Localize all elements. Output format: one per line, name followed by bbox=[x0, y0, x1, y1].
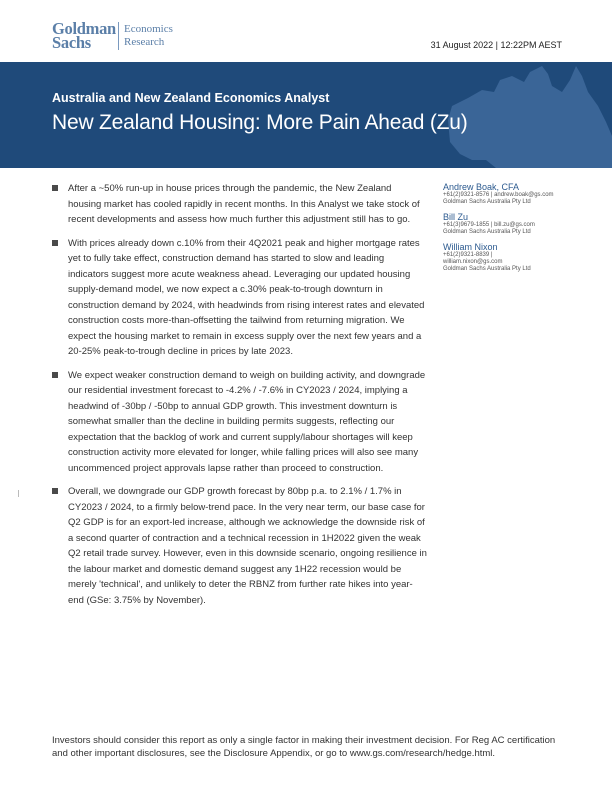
bullet-text: With prices already down c.10% from their 4Q2021 peak and higher mortgage rates yet to fully take effect, construction demand has started to slow and leading indicators suggest more acute weakness ahead. Leveraging our updated housing supply-demand model, we now expect a c.30% peak-to-trough downturn in construction demand by 2024, with headwinds from rising interest rates and elevated construction costs more-than-offsetting the tailwind from returning migration. We expect the housing market to remain in excess supply over the next few years and a 20-25% peak-to-trough decline in prices by late 2023. bbox=[68, 237, 425, 357]
logo-divider bbox=[118, 22, 119, 50]
author-name: Andrew Boak, CFA bbox=[443, 182, 520, 192]
logo-line-1: Goldman bbox=[52, 19, 116, 38]
author-contact: +61(3)9679-1855 | bill.zu@gs.com bbox=[443, 222, 535, 228]
author-list bbox=[443, 182, 583, 279]
author-company: Goldman Sachs Australia Pty Ltd bbox=[443, 199, 531, 205]
title-banner bbox=[0, 62, 612, 168]
author-name: William Nixon bbox=[443, 242, 498, 252]
bullet-square-icon bbox=[52, 488, 58, 494]
author-email: william.nixon@gs.com bbox=[443, 259, 503, 265]
bullet-square-icon bbox=[52, 372, 58, 378]
series-name: Australia and New Zealand Economics Analyst bbox=[52, 91, 330, 105]
report-header bbox=[0, 0, 612, 60]
bullet-square-icon bbox=[52, 240, 58, 246]
author-company: Goldman Sachs Australia Pty Ltd bbox=[443, 266, 531, 272]
author-name: Bill Zu bbox=[443, 212, 469, 222]
division-name bbox=[124, 23, 173, 48]
author-card bbox=[443, 242, 583, 273]
summary-bullets bbox=[52, 181, 427, 616]
bullet-text: After a ~50% run-up in house prices through the pandemic, the New Zealand housing market has cooled rapidly in recent months. In this Analyst we take stock of recent developments and assess how much further this adjustment still has to go. bbox=[68, 183, 420, 225]
australia-map-shape bbox=[448, 66, 612, 168]
author-card bbox=[443, 212, 583, 236]
logo-line-2: Sachs bbox=[52, 32, 91, 52]
author-phone: +61(2)9321-8839 | bbox=[443, 252, 493, 258]
division-line-1: Economics bbox=[124, 23, 173, 35]
division-line-2: Research bbox=[124, 35, 165, 48]
disclosure-footer: Investors should consider this report as only a single factor in making their investment decision. For Reg AC certification and other important disclosures, see the Disclosure Appendix, or go to www.gs.com/research/hedge.html. bbox=[52, 735, 556, 759]
author-contact: +61(2)9321-8576 | andrew.boak@gs.com bbox=[443, 192, 554, 198]
bullet-text: We expect weaker construction demand to weigh on building activity, and downgrade our residential investment forecast to -4.2% / -7.6% in CY2023 / 2024, implying a headwind of -30bp / -50bp to annual GDP growth. This investment downturn is somewhat smaller than the decline in building permits suggests, reflecting our expectation that the backlog of work and current supply/labour shortages will keep construction activity more elevated for longer, while falling prices will also see many uncommenced project approvals lapse rather than proceed to construction. bbox=[68, 369, 426, 474]
goldman-sachs-logo bbox=[52, 19, 122, 52]
bullet-item bbox=[52, 368, 427, 477]
bullet-item bbox=[52, 181, 427, 228]
bullet-square-icon bbox=[52, 185, 58, 191]
report-title: New Zealand Housing: More Pain Ahead (Zu) bbox=[52, 111, 468, 134]
author-card bbox=[443, 182, 583, 206]
report-date: 31 August 2022 | 12:22PM AEST bbox=[430, 40, 562, 50]
bullet-item bbox=[52, 484, 427, 608]
bullet-text: Overall, we downgrade our GDP growth forecast by 80bp p.a. to 2.1% / 1.7% in CY2023 / 2024, to a firmly below-trend pace. In the very near term, our base case for Q2 GDP is for an export-led increase, although we acknowledge the downside risk of a second quarter of contraction and a technical recession in 1H2022 given the weak Q2 retail trade survey. However, even in this downside scenario, ongoing resilience in the labour market and domestic demand suggest any 1H22 recession would be merely 'technical', and unlikely to deter the RBNZ from further rate hikes into year-end (GSe: 3.75% by November). bbox=[68, 486, 427, 606]
bullet-item bbox=[52, 236, 427, 360]
margin-marker bbox=[18, 490, 19, 497]
author-company: Goldman Sachs Australia Pty Ltd bbox=[443, 229, 531, 235]
